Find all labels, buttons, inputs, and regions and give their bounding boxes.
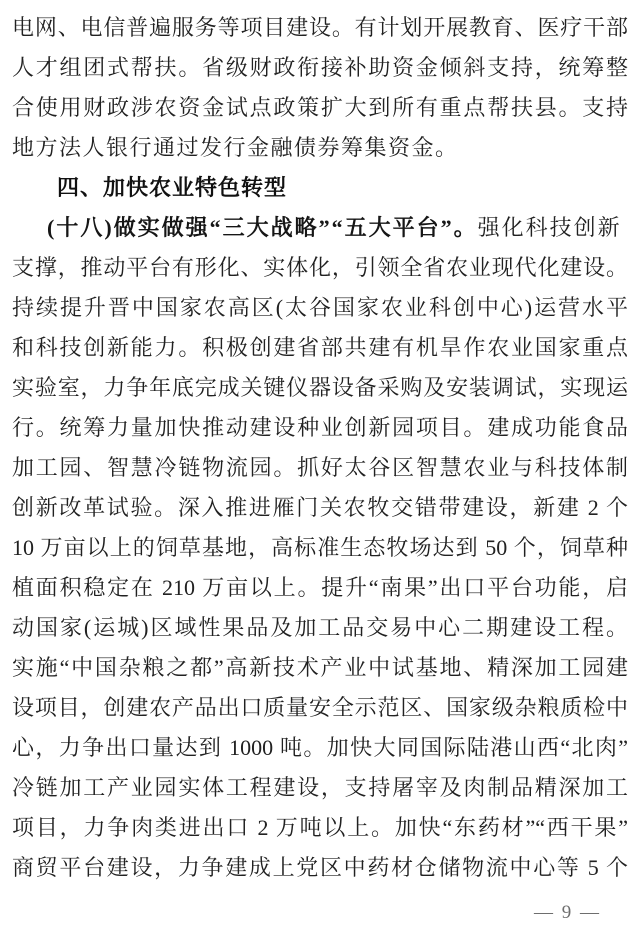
body-text-line: 人才组团式帮扶。省级财政衔接补助资金倾斜支持，统筹整 — [12, 55, 628, 80]
body-text-line: 电网、电信普遍服务等项目建设。有计划开展教育、医疗干部 — [12, 15, 628, 40]
body-text-line: 和科技创新能力。积极创建省部共建有机旱作农业国家重点 — [12, 335, 628, 360]
body-text-line: 创新改革试验。深入推进雁门关农牧交错带建设，新建 2 个 — [12, 495, 628, 520]
body-text-line: 加工园、智慧冷链物流园。抓好太谷区智慧农业与科技体制 — [12, 455, 628, 480]
body-text-line: 10 万亩以上的饲草基地，高标准生态牧场达到 50 个，饲草种 — [12, 535, 628, 560]
item-18-lead-rest: 强化科技创新 — [477, 215, 622, 240]
body-text-line: 动国家(运城)区域性果品及加工品交易中心二期建设工程。 — [12, 615, 628, 640]
section-heading: 四、加快农业特色转型 — [57, 175, 288, 200]
body-text-line: 合使用财政涉农资金试点政策扩大到所有重点帮扶县。支持 — [12, 95, 628, 120]
body-text-line: 行。统筹力量加快推动建设种业创新园项目。建成功能食品 — [12, 415, 628, 440]
body-text-line: 心，力争出口量达到 1000 吨。加快大同国际陆港山西“北肉” — [12, 735, 628, 760]
document-body — [12, 8, 628, 888]
body-text-line: 支撑，推动平台有形化、实体化，引领全省农业现代化建设。 — [12, 255, 628, 280]
item-18-lead-line — [12, 208, 628, 248]
body-text-line: 商贸平台建设，力争建成上党区中药材仓储物流中心等 5 个 — [12, 855, 628, 880]
body-text-line: 实验室，力争年底完成关键仪器设备采购及安装调试，实现运 — [12, 375, 628, 400]
body-text-line: 设项目，创建农产品出口质量安全示范区、国家级杂粮质检中 — [12, 695, 628, 720]
body-text-line: 植面积稳定在 210 万亩以上。提升“南果”出口平台功能，启 — [12, 575, 628, 600]
body-text-line: 项目，力争肉类进出口 2 万吨以上。加快“东药材”“西干果” — [12, 815, 628, 840]
item-18-title: (十八)做实做强“三大战略”“五大平台”。 — [47, 215, 478, 240]
body-text-line: 冷链加工产业园实体工程建设，支持屠宰及肉制品精深加工 — [12, 775, 628, 800]
body-text-line: 地方法人银行通过发行金融债券筹集资金。 — [12, 135, 459, 160]
body-text-line: 持续提升晋中国家农高区(太谷国家农业科创中心)运营水平 — [12, 295, 628, 320]
body-text-line: 实施“中国杂粮之都”高新技术产业中试基地、精深加工园建 — [12, 655, 628, 680]
page-number: — 9 — — [534, 902, 601, 923]
